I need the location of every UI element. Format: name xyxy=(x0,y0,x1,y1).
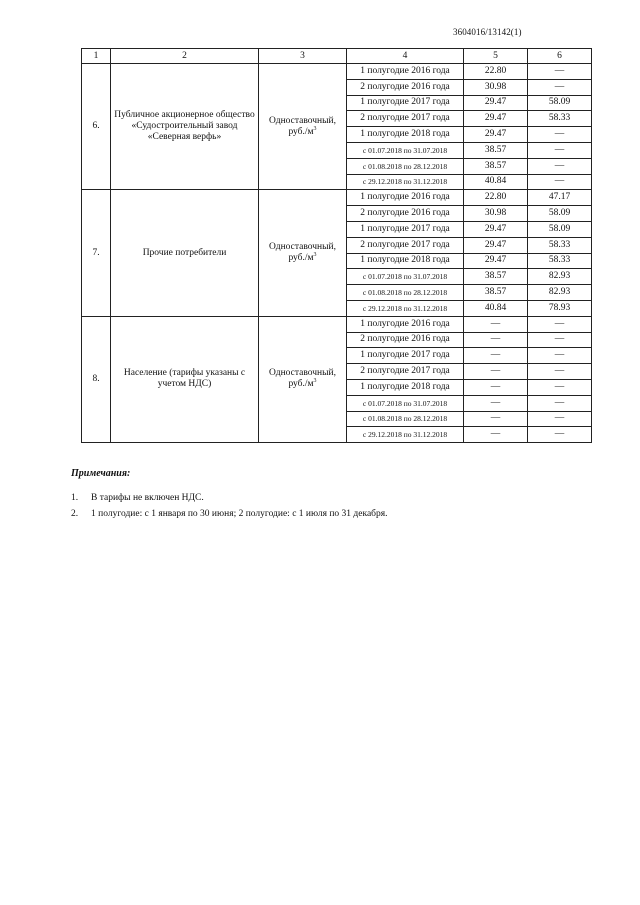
value-col5-cell: 29.47 xyxy=(464,221,528,237)
value-col5-cell: 29.47 xyxy=(464,253,528,269)
period-cell: 1 полугодие 2017 года xyxy=(347,221,464,237)
period-cell: с 01.07.2018 по 31.07.2018 xyxy=(347,269,464,285)
value-col6-cell: — xyxy=(528,379,592,395)
tariff-unit-superscript: 3 xyxy=(313,251,317,258)
value-col5-cell: 38.57 xyxy=(464,142,528,158)
header-cell-2: 2 xyxy=(111,49,259,64)
table-row xyxy=(82,316,592,332)
header-row xyxy=(82,49,592,64)
period-cell: 1 полугодие 2017 года xyxy=(347,348,464,364)
value-col5-cell: 40.84 xyxy=(464,174,528,190)
consumer-name: Население (тарифы указаны с учетом НДС) xyxy=(111,316,259,442)
period-cell: 1 полугодие 2017 года xyxy=(347,95,464,111)
value-col6-cell: 58.33 xyxy=(528,253,592,269)
period-cell: 1 полугодие 2018 года xyxy=(347,253,464,269)
tariff-type-label: Одноставочный, xyxy=(269,115,336,126)
table-row xyxy=(82,190,592,206)
header-cell-5: 5 xyxy=(464,49,528,64)
period-cell: 1 полугодие 2018 года xyxy=(347,379,464,395)
value-col6-cell: 58.09 xyxy=(528,95,592,111)
value-col6-cell: 58.33 xyxy=(528,237,592,253)
value-col6-cell: — xyxy=(528,395,592,411)
value-col6-cell: — xyxy=(528,127,592,143)
value-col5-cell: 29.47 xyxy=(464,111,528,127)
period-cell: с 01.07.2018 по 31.07.2018 xyxy=(347,142,464,158)
value-col5-cell: 30.98 xyxy=(464,79,528,95)
value-col5-cell: — xyxy=(464,379,528,395)
note-text: В тарифы не включен НДС. xyxy=(91,493,204,503)
period-cell: 2 полугодие 2017 года xyxy=(347,364,464,380)
period-cell: 1 полугодие 2016 года xyxy=(347,316,464,332)
period-cell: 2 полугодие 2017 года xyxy=(347,237,464,253)
value-col6-cell: 58.09 xyxy=(528,221,592,237)
value-col6-cell: — xyxy=(528,158,592,174)
value-col5-cell: 29.47 xyxy=(464,237,528,253)
period-cell: 2 полугодие 2016 года xyxy=(347,79,464,95)
tariff-unit: руб./м xyxy=(288,379,314,390)
period-cell: с 01.07.2018 по 31.07.2018 xyxy=(347,395,464,411)
period-cell: 1 полугодие 2018 года xyxy=(347,127,464,143)
tariff-unit: руб./м xyxy=(288,253,314,264)
header-cell-1: 1 xyxy=(82,49,111,64)
value-col5-cell: — xyxy=(464,395,528,411)
value-col5-cell: 38.57 xyxy=(464,285,528,301)
value-col6-cell: 82.93 xyxy=(528,285,592,301)
value-col6-cell: — xyxy=(528,142,592,158)
period-cell: 2 полугодие 2017 года xyxy=(347,111,464,127)
tariff-type-label: Одноставочный, xyxy=(269,368,336,379)
header-cell-6: 6 xyxy=(528,49,592,64)
value-col6-cell: 82.93 xyxy=(528,269,592,285)
tariff-unit-superscript: 3 xyxy=(313,125,317,132)
note-number: 1. xyxy=(71,493,79,503)
period-cell: с 29.12.2018 по 31.12.2018 xyxy=(347,427,464,443)
value-col6-cell: — xyxy=(528,348,592,364)
period-cell: с 01.08.2018 по 28.12.2018 xyxy=(347,285,464,301)
consumer-name: Прочие потребители xyxy=(111,190,259,316)
value-col6-cell: — xyxy=(528,427,592,443)
value-col5-cell: — xyxy=(464,364,528,380)
value-col6-cell: — xyxy=(528,364,592,380)
period-cell: 1 полугодие 2016 года xyxy=(347,64,464,80)
value-col5-cell: 30.98 xyxy=(464,206,528,222)
tariff-type-label: Одноставочный, xyxy=(269,242,336,253)
document-number: 3604016/13142(1) xyxy=(453,27,522,37)
period-cell: с 29.12.2018 по 31.12.2018 xyxy=(347,174,464,190)
tariff-unit: руб./м xyxy=(288,126,314,137)
tariff-type xyxy=(259,64,347,190)
value-col5-cell: — xyxy=(464,348,528,364)
note-item xyxy=(71,506,388,522)
header-cell-4: 4 xyxy=(347,49,464,64)
value-col6-cell: — xyxy=(528,79,592,95)
value-col6-cell: — xyxy=(528,332,592,348)
value-col6-cell: — xyxy=(528,64,592,80)
value-col5-cell: 29.47 xyxy=(464,95,528,111)
table-row xyxy=(82,64,592,80)
value-col6-cell: — xyxy=(528,174,592,190)
note-item xyxy=(71,490,388,506)
period-cell: с 01.08.2018 по 28.12.2018 xyxy=(347,411,464,427)
header-cell-3: 3 xyxy=(259,49,347,64)
group-number: 8. xyxy=(82,316,111,442)
note-text: 1 полугодие: с 1 января по 30 июня; 2 полугодие: с 1 июля по 31 декабря. xyxy=(91,509,388,519)
value-col5-cell: — xyxy=(464,332,528,348)
value-col5-cell: 38.57 xyxy=(464,269,528,285)
period-cell: 1 полугодие 2016 года xyxy=(347,190,464,206)
value-col6-cell: 78.93 xyxy=(528,300,592,316)
value-col5-cell: — xyxy=(464,427,528,443)
tariff-unit-superscript: 3 xyxy=(313,378,317,385)
value-col6-cell: — xyxy=(528,411,592,427)
value-col5-cell: — xyxy=(464,316,528,332)
tariff-type xyxy=(259,316,347,442)
period-cell: 2 полугодие 2016 года xyxy=(347,332,464,348)
tariff-type xyxy=(259,190,347,316)
value-col6-cell: — xyxy=(528,316,592,332)
group-number: 6. xyxy=(82,64,111,190)
period-cell: с 01.08.2018 по 28.12.2018 xyxy=(347,158,464,174)
value-col5-cell: 22.80 xyxy=(464,64,528,80)
tariff-table xyxy=(81,48,592,443)
consumer-name: Публичное акционерное общество «Судостроительный завод «Северная верфь» xyxy=(111,64,259,190)
note-number: 2. xyxy=(71,509,79,519)
group-number: 7. xyxy=(82,190,111,316)
value-col6-cell: 58.33 xyxy=(528,111,592,127)
value-col5-cell: 38.57 xyxy=(464,158,528,174)
value-col5-cell: 40.84 xyxy=(464,300,528,316)
value-col5-cell: 29.47 xyxy=(464,127,528,143)
notes-list xyxy=(71,490,388,522)
value-col6-cell: 58.09 xyxy=(528,206,592,222)
value-col6-cell: 47.17 xyxy=(528,190,592,206)
value-col5-cell: 22.80 xyxy=(464,190,528,206)
period-cell: 2 полугодие 2016 года xyxy=(347,206,464,222)
period-cell: с 29.12.2018 по 31.12.2018 xyxy=(347,300,464,316)
value-col5-cell: — xyxy=(464,411,528,427)
notes-title: Примечания: xyxy=(71,468,131,479)
